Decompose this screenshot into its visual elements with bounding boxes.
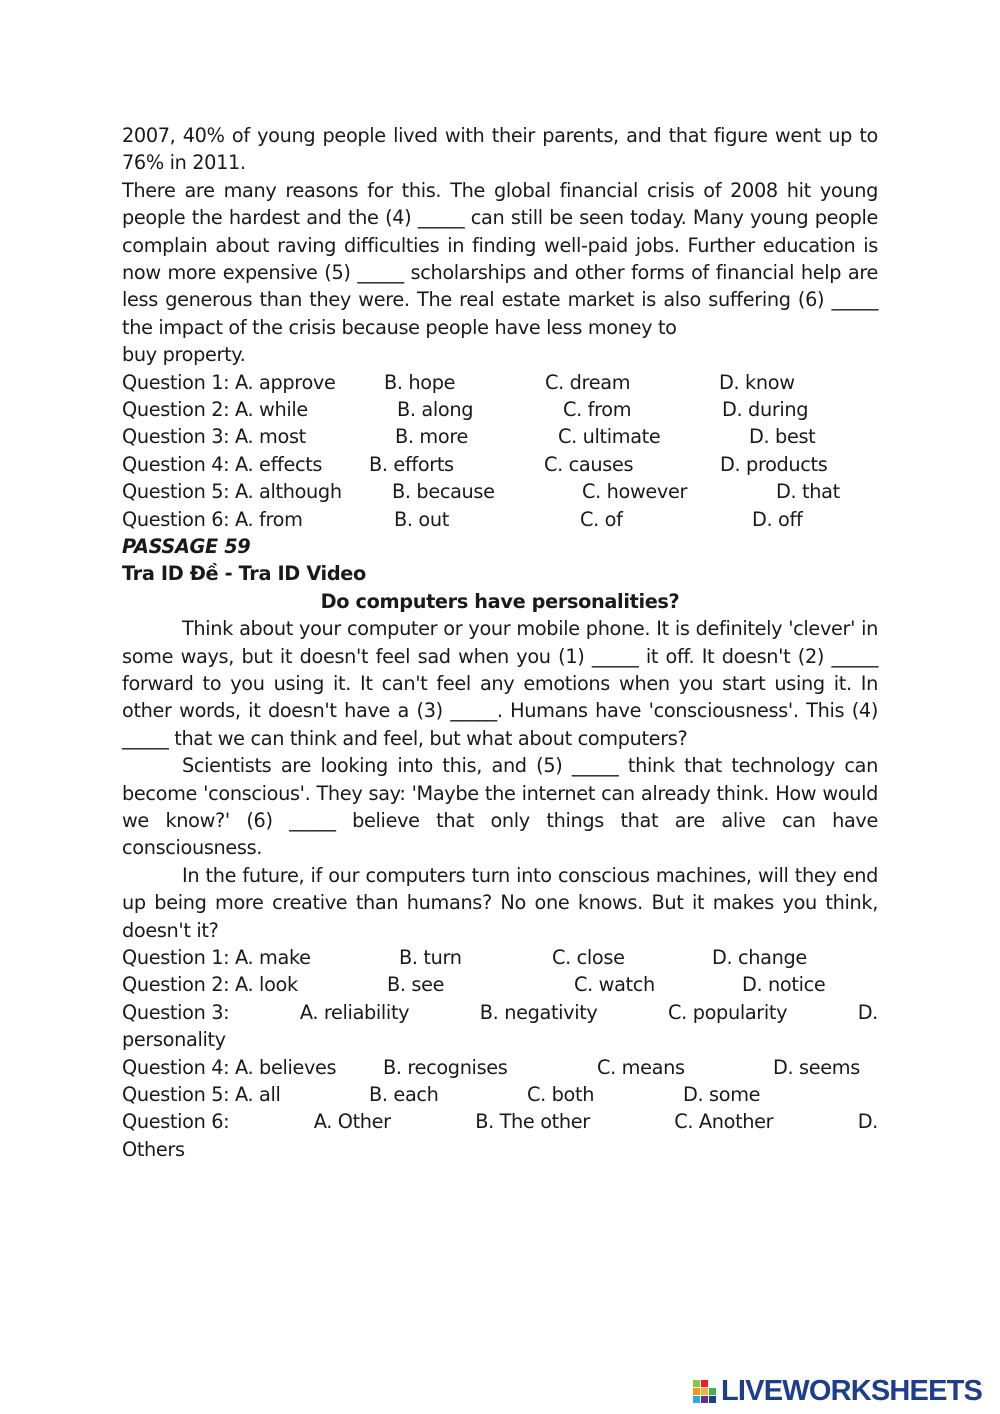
option-b: B. recognises — [383, 1055, 508, 1079]
option-d: D. some — [683, 1083, 761, 1107]
option-b: B. because — [392, 480, 495, 504]
question-label: Question 1: — [122, 946, 230, 970]
passage59-question-6 — [122, 1108, 878, 1135]
option-a: A. although — [235, 480, 342, 504]
question-label: Question 4: — [122, 1055, 230, 1079]
option-a: A. make — [235, 946, 311, 970]
passage-heading: PASSAGE 59 — [122, 535, 251, 558]
passage59-question-1 — [122, 944, 878, 971]
passage-title: Do computers have personalities? — [320, 589, 680, 613]
question-label: Question 4: — [122, 452, 230, 476]
option-a: A. look — [235, 973, 298, 997]
option-d: D. notice — [742, 973, 826, 997]
option-a: A. approve — [235, 370, 336, 394]
liveworksheets-logo[interactable] — [692, 1374, 982, 1408]
option-d: D. — [857, 1110, 878, 1134]
option-d: D. know — [719, 370, 795, 394]
option-c: C. both — [527, 1083, 595, 1107]
option-c: C. watch — [574, 973, 655, 997]
option-a: A. all — [235, 1083, 281, 1107]
passage59-question-2 — [122, 971, 878, 998]
question-label: Question 6: — [122, 507, 230, 531]
passage58-paragraph-1: 2007, 40% of young people lived with their parents, and that figure went up to 76% in 2011. — [122, 124, 878, 175]
option-c: C. however — [582, 480, 688, 504]
passage58-question-1 — [122, 369, 878, 396]
option-b: B. out — [394, 507, 449, 531]
option-b: B. hope — [384, 370, 456, 394]
question-label: Question 5: — [122, 1083, 230, 1107]
passage59-question-3-option-d-continued: personality — [122, 1028, 226, 1052]
option-a: A. from — [235, 507, 303, 531]
option-c: C. from — [563, 398, 632, 422]
passage58-question-4 — [122, 451, 878, 478]
question-label: Question 6: — [122, 1110, 230, 1134]
question-label: Question 3: — [122, 1000, 230, 1024]
passage59-paragraph-1: Think about your computer or your mobile phone. It is definitely 'clever' in some ways, but it doesn't feel sad when you (1) _____ it off. It doesn't (2) _____ forward to you using it. It can't feel any emotions when you start using it. In other words, it doesn't have a (3) _____. Humans have 'consciousness'. This (4) _____ that we can think and feel, but what about computers? — [122, 617, 878, 750]
option-a: A. reliability — [299, 1000, 410, 1024]
option-d: D. — [857, 1000, 878, 1024]
passage58-question-6 — [122, 506, 878, 533]
option-a: A. believes — [235, 1055, 337, 1079]
passage58-question-2 — [122, 396, 878, 423]
passage58-paragraph-2-end: buy property. — [122, 343, 246, 367]
option-a: A. effects — [235, 452, 323, 476]
option-b: B. turn — [399, 946, 462, 970]
passage58-question-5 — [122, 478, 878, 505]
passage58-question-3 — [122, 423, 878, 450]
option-b: B. more — [395, 425, 468, 449]
liveworksheets-logo-icon — [692, 1378, 718, 1404]
option-a: A. Other — [313, 1110, 391, 1134]
passage58-paragraph-2: There are many reasons for this. The global financial crisis of 2008 hit young people the hardest and the (4) _____ can still be seen today. Many young people complain about raving difficulties in finding well-paid jobs. Further education is now more expensive (5) _____ scholarships and other forms of financial help are less generous than they were. The real estate market is also suffering (6) _____ the impact of the crisis because people have less money to — [122, 178, 878, 339]
option-c: C. popularity — [668, 1000, 788, 1024]
option-b: B. negativity — [479, 1000, 598, 1024]
option-d: D. off — [752, 507, 803, 531]
option-c: C. of — [580, 507, 623, 531]
question-label: Question 1: — [122, 370, 230, 394]
option-d: D. products — [720, 452, 828, 476]
option-a: A. while — [235, 398, 308, 422]
option-d: D. during — [722, 398, 809, 422]
worksheet-page — [122, 122, 878, 1163]
option-d: D. change — [712, 946, 807, 970]
option-c: C. ultimate — [558, 425, 661, 449]
option-b: B. along — [397, 398, 474, 422]
option-b: B. The other — [475, 1110, 590, 1134]
passage59-question-5 — [122, 1081, 878, 1108]
question-label: Question 5: — [122, 480, 230, 504]
option-c: C. close — [552, 946, 625, 970]
passage59-question-4 — [122, 1054, 878, 1081]
option-d: D. best — [749, 425, 816, 449]
passage59-question-3 — [122, 999, 878, 1026]
option-c: C. means — [597, 1055, 685, 1079]
option-a: A. most — [235, 425, 306, 449]
option-d: D. seems — [773, 1055, 860, 1079]
option-b: B. each — [369, 1083, 439, 1107]
lookup-link[interactable]: Tra ID Đề - Tra ID Video — [122, 562, 366, 586]
option-b: B. see — [387, 973, 445, 997]
passage59-paragraph-3: In the future, if our computers turn into conscious machines, will they end up being more creative than humans? No one knows. But it makes you think, doesn't it? — [122, 863, 878, 942]
question-label: Question 2: — [122, 973, 230, 997]
option-b: B. efforts — [369, 452, 454, 476]
passage59-question-6-option-d-continued: Others — [122, 1137, 185, 1161]
liveworksheets-logo-text: LIVEWORKSHEETS — [721, 1374, 983, 1407]
option-c: C. dream — [545, 370, 631, 394]
question-label: Question 2: — [122, 398, 230, 422]
option-d: D. that — [776, 480, 840, 504]
option-c: C. Another — [674, 1110, 774, 1134]
option-c: C. causes — [544, 452, 634, 476]
question-label: Question 3: — [122, 425, 230, 449]
passage59-paragraph-2: Scientists are looking into this, and (5) _____ think that technology can become 'conscious'. They say: 'Maybe the internet can already think. How would we know?' (6) _____ believe that only things that are alive can have consciousness. — [122, 754, 878, 860]
